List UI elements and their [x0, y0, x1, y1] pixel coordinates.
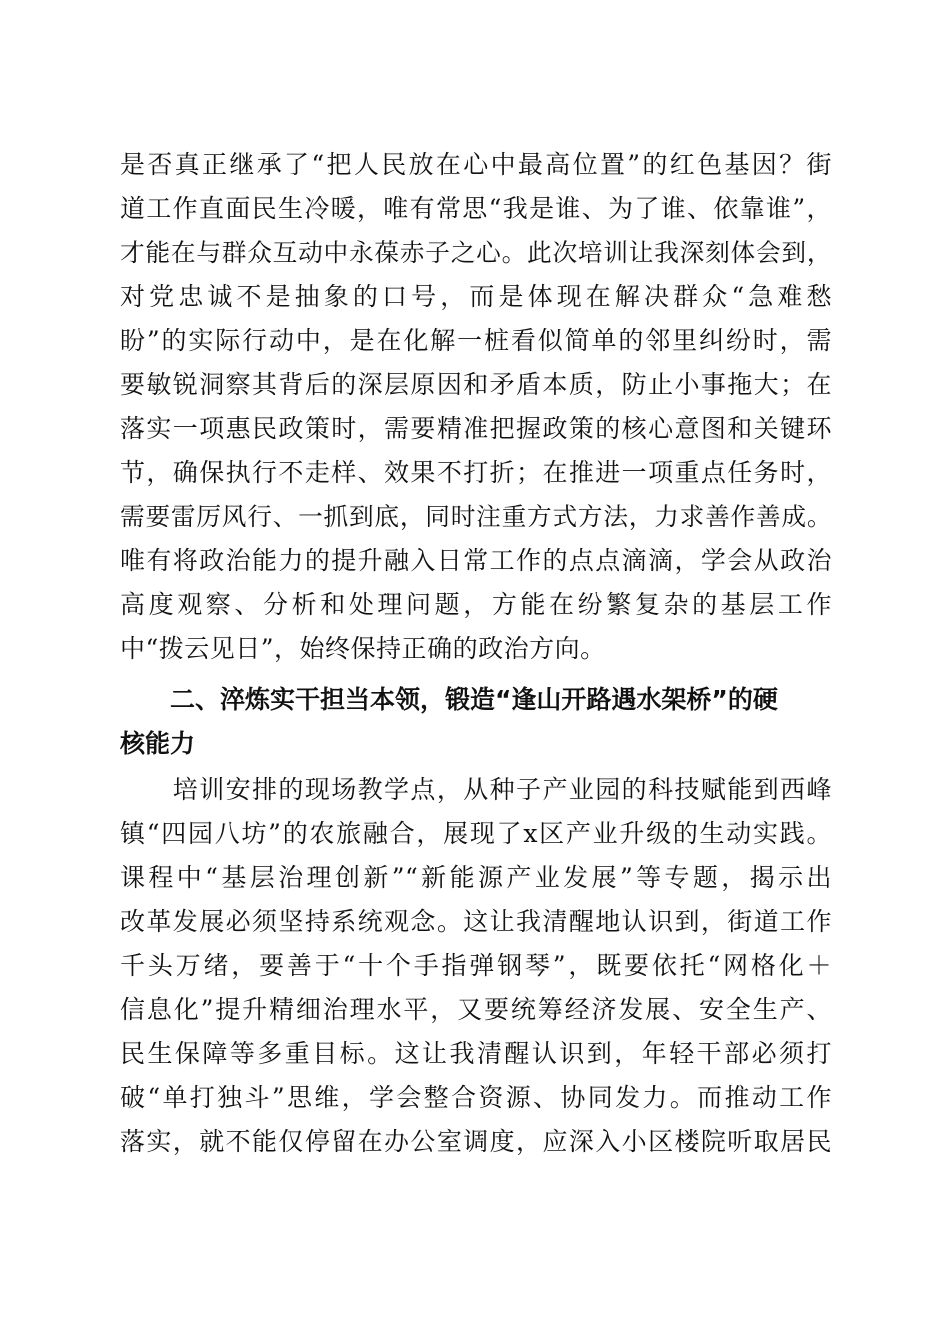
- paragraph-line: 落实，就不能仅停留在办公室调度，应深入小区楼院听取居民: [120, 1127, 832, 1156]
- paragraph-line: 是否真正继承了“把人民放在心中最高位置”的红色基因？街: [120, 150, 832, 179]
- paragraph-line: 需要雷厉风行、一抓到底，同时注重方式方法，力求善作善成。: [120, 502, 832, 531]
- section-heading: [120, 678, 832, 766]
- paragraph-line: 唯有将政治能力的提升融入日常工作的点点滴滴，学会从政治: [120, 546, 832, 575]
- paragraph-line: 落实一项惠民政策时，需要精准把握政策的核心意图和关键环: [120, 414, 832, 443]
- paragraph-line: 课程中“基层治理创新”“新能源产业发展”等专题，揭示出: [120, 863, 832, 892]
- paragraph-line: 信息化”提升精细治理水平，又要统筹经济发展、安全生产、: [120, 995, 832, 1024]
- paragraph-line: 改革发展必须坚持系统观念。这让我清醒地认识到，街道工作: [120, 907, 832, 936]
- paragraph-line: 中“拨云见日”，始终保持正确的政治方向。: [120, 634, 606, 663]
- heading-line: 核能力: [120, 729, 196, 758]
- paragraph-line: 培训安排的现场教学点，从种子产业园的科技赋能到西峰: [120, 775, 832, 804]
- paragraph-political-loyalty: [120, 143, 832, 671]
- paragraph-line: 对党忠诚不是抽象的口号，而是体现在解决群众“急难愁: [120, 282, 832, 311]
- paragraph-line: 道工作直面民生冷暖，唯有常思“我是谁、为了谁、依靠谁”，: [120, 194, 832, 223]
- paragraph-line: 要敏锐洞察其背后的深层原因和矛盾本质，防止小事拖大；在: [120, 370, 832, 399]
- paragraph-line: 才能在与群众互动中永葆赤子之心。此次培训让我深刻体会到，: [120, 238, 832, 267]
- paragraph-line: 民生保障等多重目标。这让我清醒认识到，年轻干部必须打: [120, 1039, 832, 1068]
- paragraph-line: 盼”的实际行动中，是在化解一桩看似简单的邻里纠纷时，需: [120, 326, 832, 355]
- paragraph-practical-ability: [120, 768, 832, 1164]
- paragraph-line: 千头万绪，要善于“十个手指弹钢琴”，既要依托“网格化＋: [120, 951, 832, 980]
- paragraph-line: 节，确保执行不走样、效果不打折；在推进一项重点任务时，: [120, 458, 832, 487]
- paragraph-line: 破“单打独斗”思维，学会整合资源、协同发力。而推动工作: [120, 1083, 832, 1112]
- heading-line: 二、淬炼实干担当本领，锻造“逢山开路遇水架桥”的硬: [120, 685, 778, 714]
- paragraph-line: 镇“四园八坊”的农旅融合，展现了x区产业升级的生动实践。: [120, 819, 832, 848]
- paragraph-line: 高度观察、分析和处理问题，方能在纷繁复杂的基层工作: [120, 590, 832, 619]
